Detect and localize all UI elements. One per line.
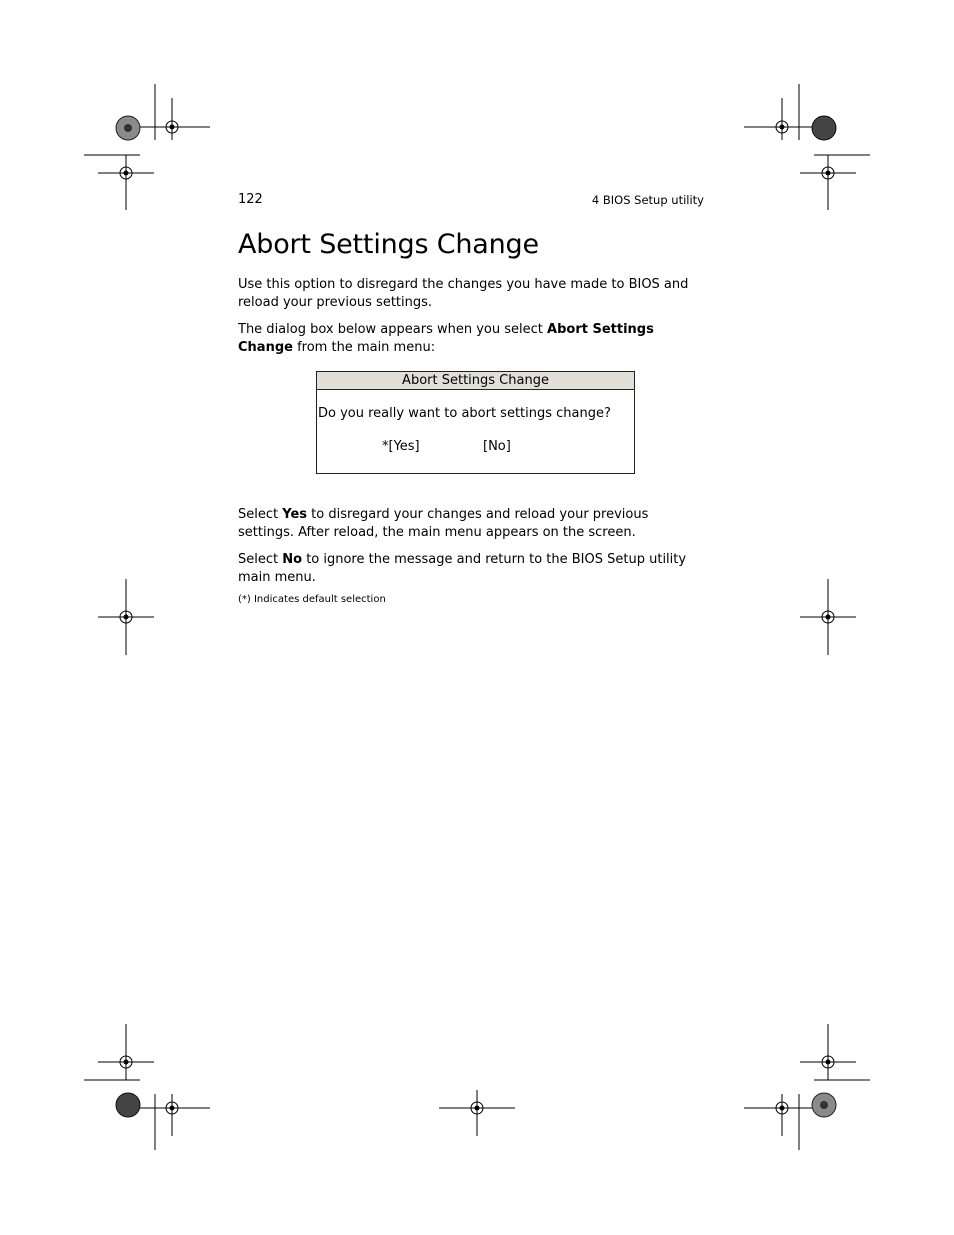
no-text: Select xyxy=(238,552,283,567)
no-paragraph xyxy=(238,551,708,586)
no-bold: No xyxy=(282,552,303,567)
no-button[interactable]: [No] xyxy=(483,439,511,454)
dialog-intro-text-end: from the main menu: xyxy=(292,339,436,355)
dialog-intro-text: The dialog box below appears when you select xyxy=(238,322,548,337)
dialog-intro-bold: Abort Settings Change xyxy=(238,322,654,355)
dialog-intro-paragraph xyxy=(238,321,708,356)
page-number: 122 xyxy=(238,192,263,207)
yes-text: Select xyxy=(238,507,283,522)
intro-paragraph: Use this option to disregard the changes you have made to BIOS and reload your previous settings. xyxy=(238,277,689,310)
yes-paragraph xyxy=(238,506,708,541)
abort-settings-dialog xyxy=(316,371,635,474)
yes-text-end: to disregard your changes and reload your previous settings. After reload, the main menu appears on the screen. xyxy=(238,507,649,540)
no-text-end: to ignore the message and return to the BIOS Setup utility main menu. xyxy=(238,552,687,585)
section-title: Abort Settings Change xyxy=(238,229,539,260)
dialog-question: Do you really want to abort settings change? xyxy=(318,406,611,421)
dialog-title: Abort Settings Change xyxy=(317,372,634,390)
footnote: (*) Indicates default selection xyxy=(238,594,386,605)
yes-bold: Yes xyxy=(282,507,308,522)
yes-button[interactable]: *[Yes] xyxy=(382,439,420,454)
running-header: 4 BIOS Setup utility xyxy=(591,193,704,207)
